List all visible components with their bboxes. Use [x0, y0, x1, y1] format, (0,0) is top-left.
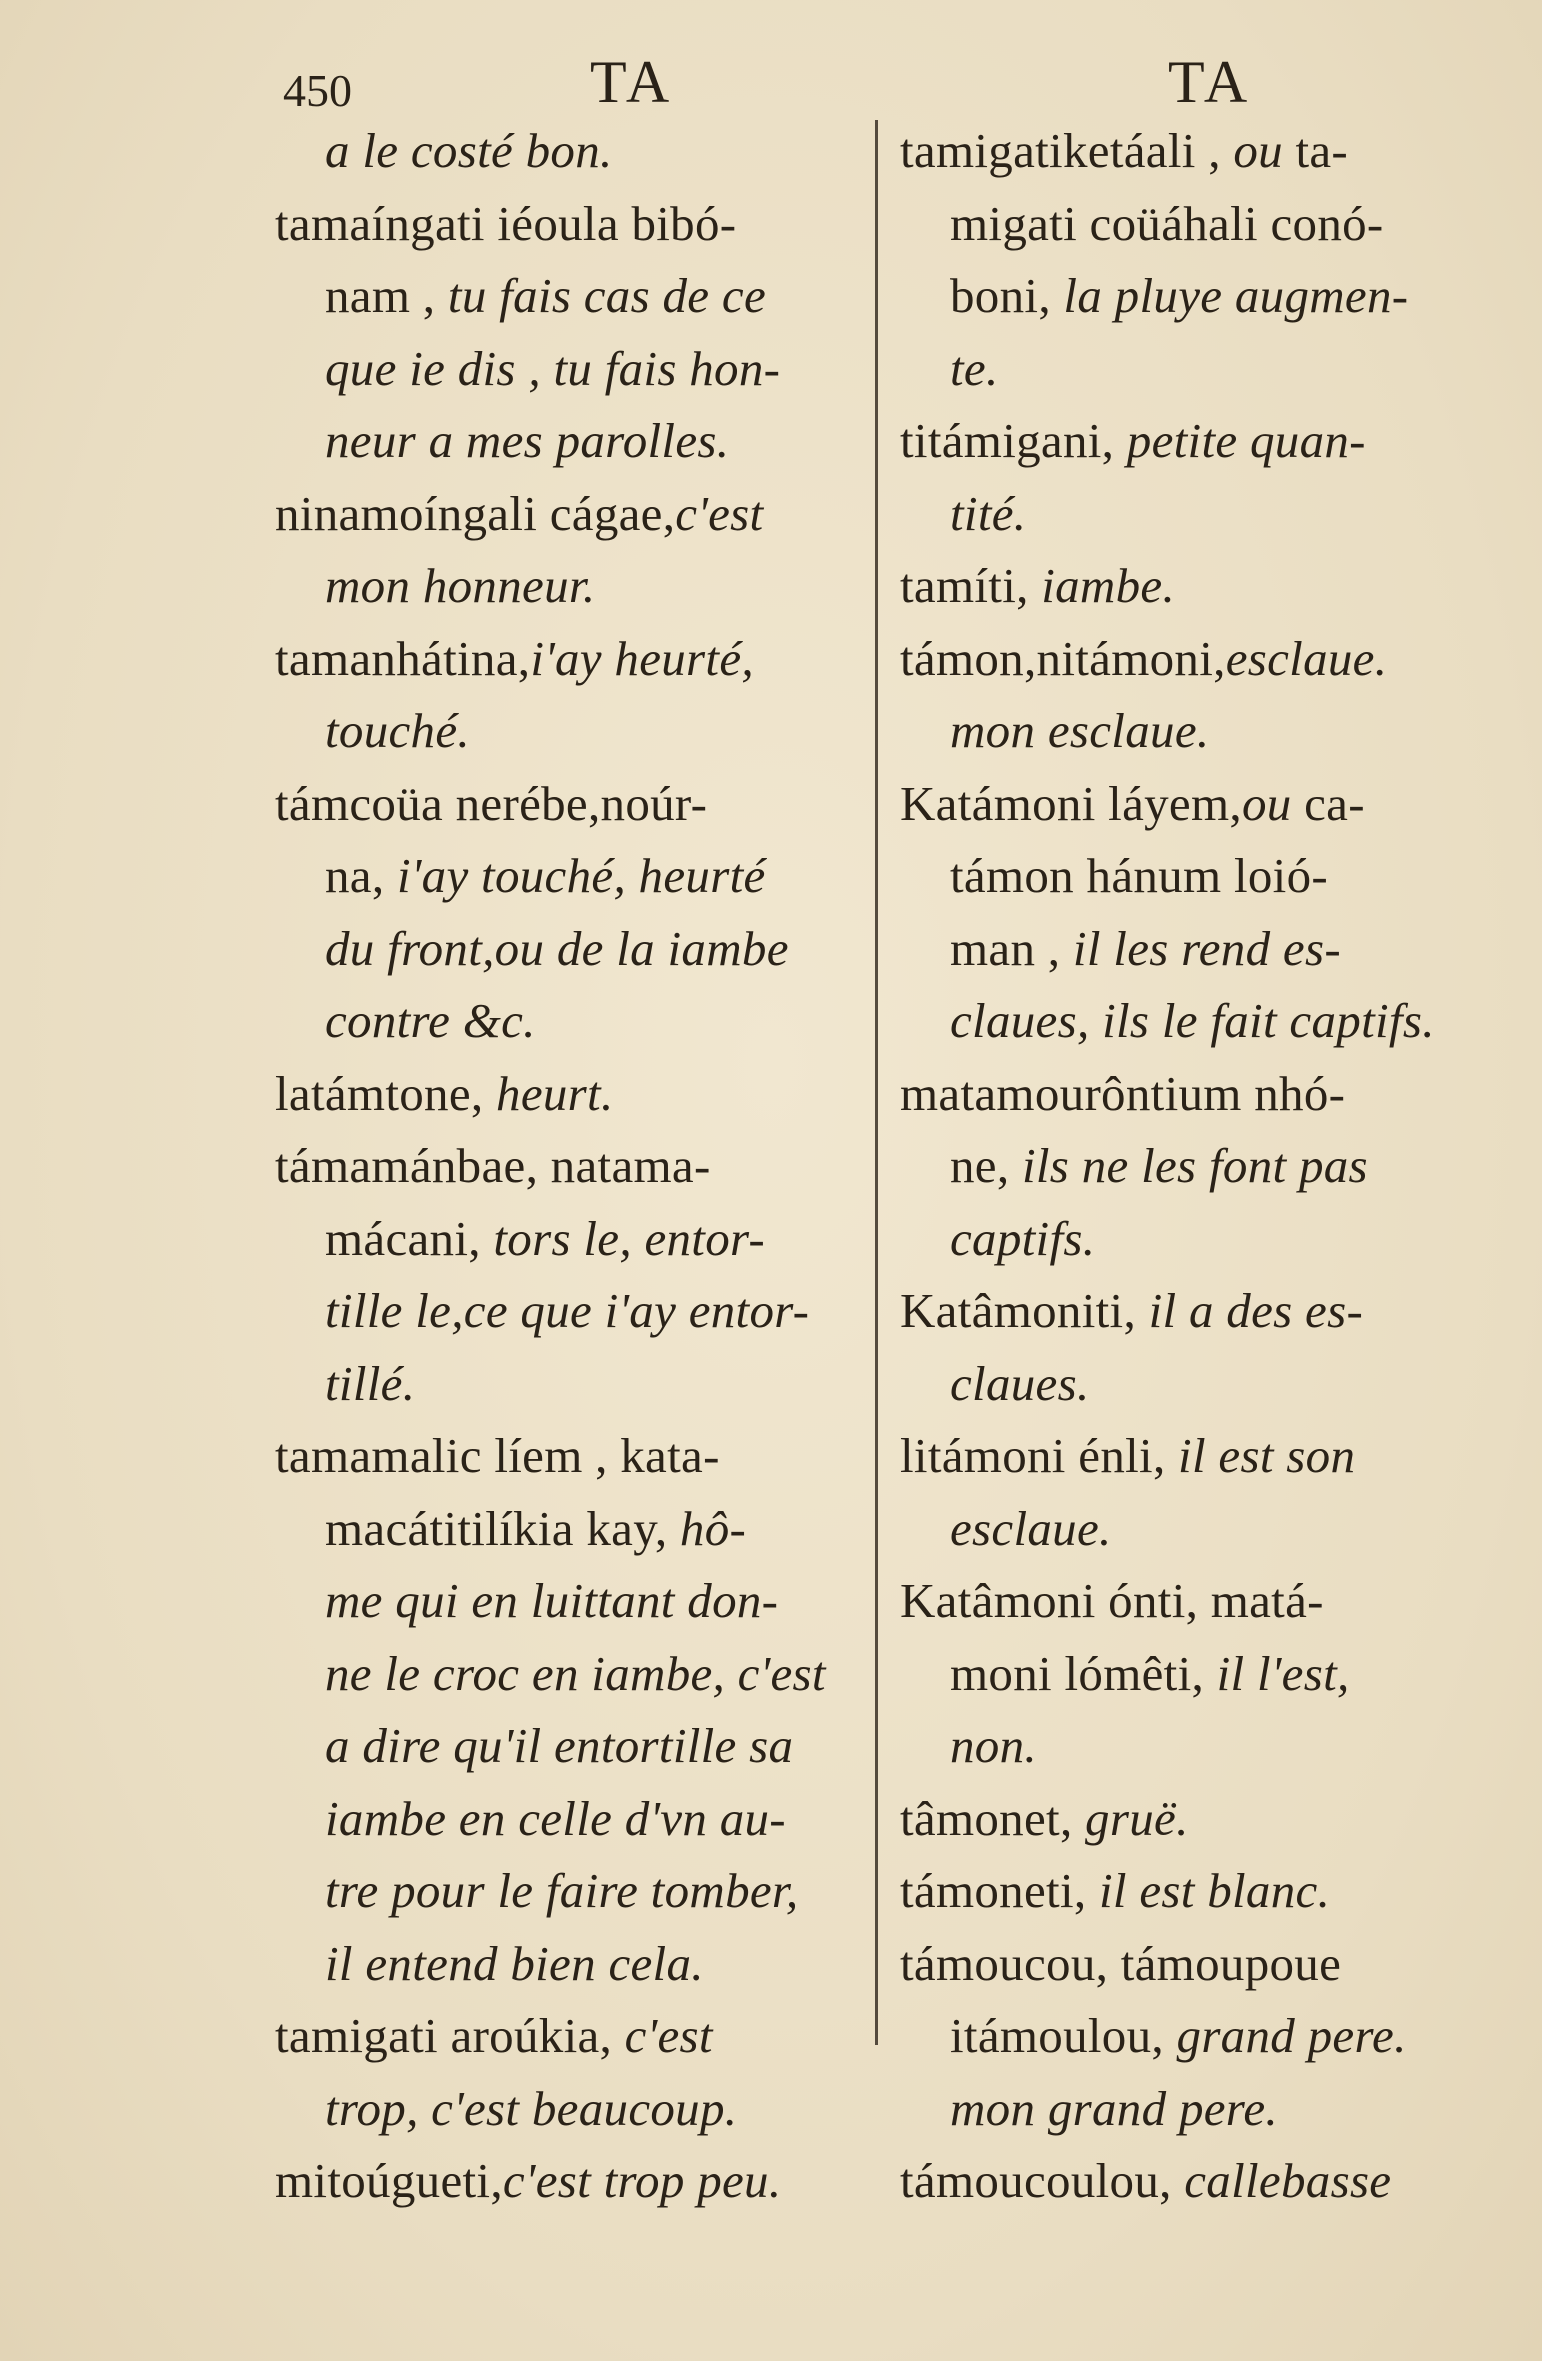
french-gloss: tre pour le faire tomber, [325, 1863, 799, 1918]
carib-term: tâmonet, [900, 1790, 1086, 1846]
text-line [900, 1928, 1460, 2001]
carib-term: tamaíngati iéoula bibó- [275, 195, 737, 251]
carib-term: migati coüáhali conó- [950, 195, 1384, 251]
text-line [900, 550, 1460, 623]
french-gloss: tille le,ce que i'ay entor- [325, 1283, 810, 1338]
text-line [275, 188, 865, 261]
french-gloss: touché. [325, 703, 470, 758]
text-line [275, 2145, 865, 2218]
french-gloss: captifs. [950, 1210, 1096, 1266]
text-line [900, 1348, 1460, 1421]
french-gloss: hô- [679, 1500, 747, 1556]
carib-term: matamourôntium nhó- [900, 1065, 1346, 1121]
carib-term: titámigani, [900, 413, 1127, 468]
french-gloss: il les rend es- [1072, 920, 1341, 976]
text-line [900, 1565, 1460, 1638]
french-gloss: du front,ou de la iambe [325, 920, 789, 976]
french-gloss: tité. [950, 485, 1027, 541]
french-gloss: mon grand pere. [950, 2080, 1278, 2136]
french-gloss: contre &c. [325, 993, 536, 1048]
text-line [275, 1710, 865, 1783]
carib-term: ca- [1291, 775, 1365, 831]
carib-term: litámoni énli, [900, 1428, 1179, 1483]
carib-term: man , [950, 920, 1073, 976]
french-gloss: ou [1241, 775, 1292, 831]
carib-term: latámtone, [275, 1065, 497, 1121]
french-gloss: grand pere. [1176, 2008, 1407, 2063]
french-gloss: gruë. [1085, 1790, 1189, 1846]
text-line [900, 1058, 1460, 1131]
carib-term: mácani, [325, 1210, 494, 1266]
french-gloss: claues. [950, 1355, 1090, 1411]
carib-term: ne, [950, 1138, 1022, 1193]
french-gloss: ne le croc en iambe, c'est [325, 1645, 826, 1701]
text-line [900, 1130, 1460, 1203]
carib-term: tamanhátina, [275, 630, 531, 686]
text-line [900, 1275, 1460, 1348]
right-running-head: TA [1168, 49, 1252, 115]
carib-term: Katâmoni ónti, matá- [900, 1573, 1324, 1628]
text-line [900, 1783, 1460, 1856]
left-column [275, 115, 865, 2218]
carib-term: tamamalic líem , kata- [275, 1428, 720, 1483]
text-line [275, 1275, 865, 1348]
text-line [275, 985, 865, 1058]
text-line [275, 115, 865, 188]
text-line [275, 1783, 865, 1856]
french-gloss: il l'est, [1216, 1645, 1350, 1701]
french-gloss: petite quan- [1126, 413, 1366, 468]
french-gloss: mon honneur. [325, 558, 596, 613]
carib-term: itámoulou, [950, 2008, 1177, 2063]
french-gloss: claues, ils le fait captifs. [950, 993, 1435, 1048]
text-line [275, 1855, 865, 1928]
column-divider [875, 120, 878, 2045]
text-line [275, 1565, 865, 1638]
text-line [900, 768, 1460, 841]
carib-term: támoucoulou, [900, 2153, 1185, 2208]
french-gloss: heurt. [496, 1065, 614, 1121]
text-line [275, 1638, 865, 1711]
french-gloss: ils ne les font pas [1021, 1138, 1368, 1193]
right-column [900, 115, 1460, 2218]
carib-term: tamigati aroúkia, [275, 2008, 625, 2063]
text-line [900, 2145, 1460, 2218]
text-line [900, 333, 1460, 406]
text-line [275, 695, 865, 768]
french-gloss: il a des es- [1148, 1283, 1364, 1338]
french-gloss: ou [1233, 123, 1283, 178]
french-gloss: c'est [675, 485, 764, 541]
french-gloss: a dire qu'il entortille sa [325, 1718, 794, 1773]
text-line [275, 768, 865, 841]
text-line [275, 2000, 865, 2073]
french-gloss: callebasse [1184, 2153, 1392, 2208]
text-line [275, 1058, 865, 1131]
french-gloss: iambe en celle d'vn au- [325, 1790, 786, 1846]
carib-term: macátitilíkia kay, [325, 1500, 680, 1556]
text-line [900, 2000, 1460, 2073]
text-line [900, 115, 1460, 188]
french-gloss: a le costé bon. [325, 123, 613, 178]
carib-term: támon hánum loió- [950, 848, 1328, 903]
carib-term: na, [325, 848, 397, 903]
text-line [275, 623, 865, 696]
french-gloss: que ie dis , tu fais hon- [325, 340, 781, 396]
text-line [275, 1203, 865, 1276]
page-number: 450 [283, 65, 352, 116]
text-line [900, 840, 1460, 913]
text-line [275, 1493, 865, 1566]
carib-term: támamánbae, natama- [275, 1138, 711, 1193]
carib-term: tamíti, [900, 558, 1042, 613]
french-gloss: il est son [1178, 1428, 1356, 1483]
text-line [900, 913, 1460, 986]
text-line [900, 2073, 1460, 2146]
text-line [275, 840, 865, 913]
french-gloss: c'est trop peu. [502, 2153, 782, 2208]
carib-term: mitoúgueti, [275, 2153, 503, 2208]
french-gloss: neur a mes parolles. [325, 413, 730, 468]
carib-term: támon,nitámoni, [900, 630, 1226, 686]
text-line [900, 985, 1460, 1058]
carib-term: nam , [325, 268, 448, 323]
carib-term: támcoüa nerébe,noúr- [275, 775, 708, 831]
french-gloss: esclaue. [950, 1500, 1112, 1556]
text-line [275, 1130, 865, 1203]
french-gloss: il est blanc. [1098, 1863, 1331, 1918]
carib-term: moni lómêti, [950, 1645, 1217, 1701]
carib-term: Katámoni láyem, [900, 775, 1242, 831]
french-gloss: iambe. [1041, 558, 1176, 613]
text-line [275, 478, 865, 551]
left-running-head: TA [590, 49, 674, 115]
text-line [275, 1420, 865, 1493]
carib-term: ta- [1282, 123, 1349, 178]
text-line [900, 1420, 1460, 1493]
text-line [900, 1493, 1460, 1566]
french-gloss: c'est [624, 2008, 713, 2063]
text-line [900, 695, 1460, 768]
carib-term: támoneti, [900, 1863, 1099, 1918]
french-gloss: i'ay heurté, [530, 630, 754, 686]
running-header [0, 46, 1542, 116]
french-gloss: trop, c'est beaucoup. [325, 2080, 738, 2136]
text-line [900, 1203, 1460, 1276]
text-line [275, 550, 865, 623]
text-line [275, 1348, 865, 1421]
text-line [900, 405, 1460, 478]
text-line [900, 478, 1460, 551]
french-gloss: tu fais cas de ce [447, 268, 766, 323]
carib-term: Katâmoniti, [900, 1283, 1149, 1338]
carib-term: ninamoíngali cágae, [275, 485, 676, 541]
carib-term: boni, [950, 268, 1064, 323]
french-gloss: mon esclaue. [950, 703, 1210, 758]
text-line [275, 333, 865, 406]
text-line [275, 1928, 865, 2001]
text-line [900, 1638, 1460, 1711]
text-line [275, 405, 865, 478]
text-line [275, 2073, 865, 2146]
text-line [900, 260, 1460, 333]
text-line [900, 188, 1460, 261]
text-line [900, 623, 1460, 696]
text-line [900, 1855, 1460, 1928]
french-gloss: esclaue. [1225, 630, 1388, 686]
carib-term: tamigatiketáali , [900, 123, 1234, 178]
french-gloss: il entend bien cela. [325, 1935, 704, 1991]
text-line [900, 1710, 1460, 1783]
french-gloss: i'ay touché, heurté [396, 848, 766, 903]
french-gloss: me qui en luittant don- [325, 1573, 779, 1628]
french-gloss: la pluye augmen- [1063, 268, 1409, 323]
carib-term: támoucou, támoupoue [900, 1935, 1342, 1991]
french-gloss: tors le, entor- [493, 1210, 766, 1266]
text-line [275, 913, 865, 986]
text-line [275, 260, 865, 333]
french-gloss: non. [950, 1718, 1037, 1773]
french-gloss: tillé. [325, 1355, 416, 1411]
french-gloss: te. [950, 340, 999, 396]
